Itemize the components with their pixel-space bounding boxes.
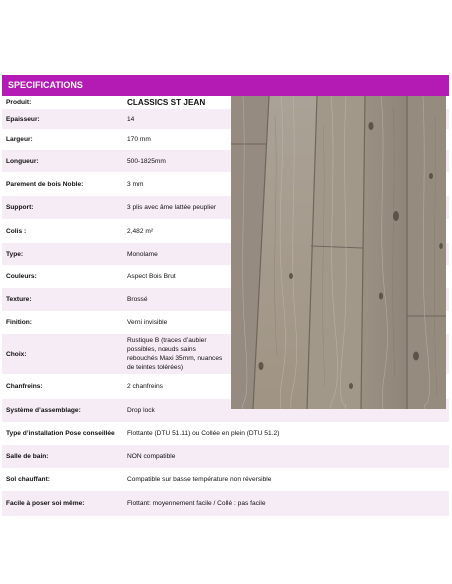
spec-label: Colis : xyxy=(6,227,27,235)
spec-row xyxy=(2,445,449,468)
spec-value: Drop lock xyxy=(127,407,155,414)
spec-value: Flottante (DTU 51.11) ou Collée en plein (DTU 51.2) xyxy=(127,430,280,437)
spec-label: Texture: xyxy=(6,296,32,303)
spec-label: Finition: xyxy=(6,319,32,326)
spec-label: Sol chauffant: xyxy=(6,476,50,483)
spec-row xyxy=(2,422,449,445)
spec-label: Type: xyxy=(6,250,24,258)
section-banner xyxy=(2,75,449,96)
spec-label: Epaisseur: xyxy=(6,115,40,123)
spec-value: NON compatible xyxy=(127,453,176,460)
spec-value: 3 plis avec âme lattée peuplier xyxy=(127,204,217,211)
wood-floor-illustration xyxy=(231,96,446,409)
spec-value: 170 mm xyxy=(127,136,151,143)
spec-label: Longueur: xyxy=(6,157,39,165)
spec-row xyxy=(2,468,449,491)
spec-value: Monolame xyxy=(127,250,158,258)
spec-value: Flottant: moyennement facile / Collé : pas facile xyxy=(127,500,266,507)
spec-value: Compatible sur basse température non réversible xyxy=(127,476,272,483)
spec-label: Facile à poser soi même: xyxy=(6,500,85,507)
spec-value: 3 mm xyxy=(127,180,144,188)
spec-row xyxy=(2,491,449,516)
spec-value: 14 xyxy=(127,115,135,123)
spec-label: Type d’installation Pose conseillée xyxy=(6,430,115,437)
spec-value: 500-1825mm xyxy=(127,157,166,165)
spec-value: Aspect Bois Brut xyxy=(127,273,176,280)
spec-value: Verni invisible xyxy=(127,319,168,326)
spec-value: CLASSICS ST JEAN xyxy=(127,98,206,107)
spec-value: 2,482 m² xyxy=(127,227,154,235)
spec-label: Salle de bain: xyxy=(6,453,49,460)
spec-label: Chanfreins: xyxy=(6,383,43,390)
section-title: SPECIFICATIONS xyxy=(8,80,83,90)
spec-label: Parement de bois Noble: xyxy=(6,180,84,188)
spec-label: Produit: xyxy=(6,99,32,106)
spec-label: Choix: xyxy=(6,350,27,358)
wood-floor-photo xyxy=(231,96,446,409)
spec-value: 2 chanfreins xyxy=(127,383,163,390)
spec-value: Rustique B (traces d’aubier possibles, nœuds sains rebouchés Maxi 35mm, nuances de teintes tolérées) xyxy=(127,337,223,371)
spec-label: Largeur: xyxy=(6,136,33,143)
spec-value: Brossé xyxy=(127,296,148,303)
spec-label: Support: xyxy=(6,204,34,211)
spec-label: Système d’assemblage: xyxy=(6,407,81,414)
spec-label: Couleurs: xyxy=(6,273,37,280)
